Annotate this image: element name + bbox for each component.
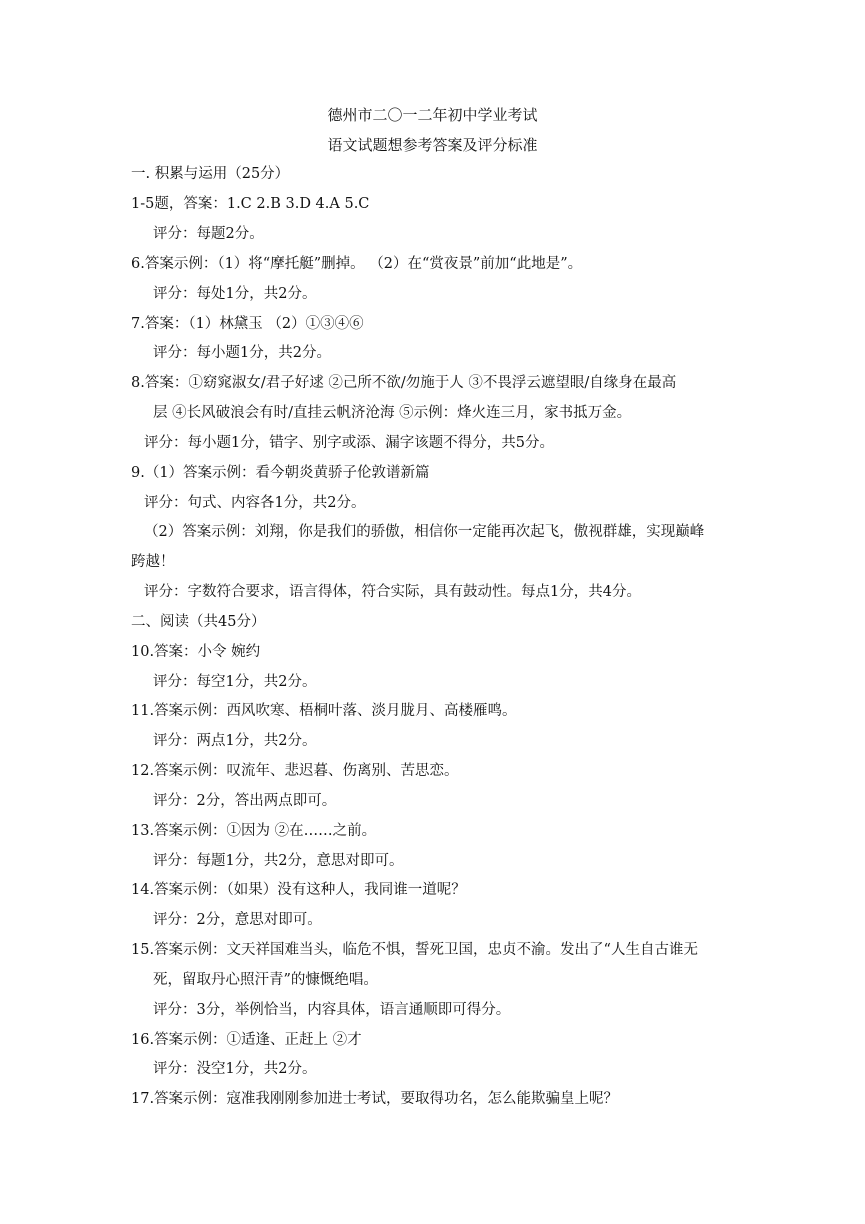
score-line: 评分：每小题1分，错字、别字或添、漏字该题不得分，共5分。 bbox=[144, 435, 554, 451]
score-line: 评分：每处1分，共2分。 bbox=[153, 286, 317, 302]
answer-line: 8.答案：①窈窕淑女/君子好逑 ②己所不欲/勿施于人 ③不畏浮云遮望眼/自缘身在最高 bbox=[131, 375, 677, 391]
score-line: 评分：2分，答出两点即可。 bbox=[153, 793, 337, 809]
score-line: 评分：3分，举例恰当，内容具体，语言通顺即可得分。 bbox=[153, 1002, 511, 1018]
document-title: 德州市二〇一二年初中学业考试 bbox=[327, 106, 538, 124]
score-line: 评分：每空1分，共2分。 bbox=[153, 674, 317, 690]
answer-line: 16.答案示例：①适逢、正赶上 ②才 bbox=[131, 1032, 362, 1048]
answer-line-continued: 跨越！ bbox=[131, 554, 175, 570]
section-heading: 二、阅读（共45分） bbox=[131, 614, 266, 630]
score-line: 评分：每小题1分，共2分。 bbox=[153, 345, 331, 361]
answer-line: 14.答案示例：（如果）没有这种人，我同谁一道呢？ bbox=[131, 882, 466, 898]
score-line: 评分：每题1分，共2分，意思对即可。 bbox=[153, 853, 404, 869]
answer-line: 10.答案：小令 婉约 bbox=[131, 644, 261, 660]
section-heading: 一. 积累与运用（25分） bbox=[131, 166, 290, 182]
score-line: 评分：两点1分，共2分。 bbox=[153, 733, 317, 749]
answer-line: 17.答案示例：寇准我刚刚参加进士考试，要取得功名，怎么能欺骗皇上呢？ bbox=[131, 1091, 619, 1107]
answer-line: 12.答案示例：叹流年、悲迟暮、伤离别、苦思恋。 bbox=[131, 763, 459, 779]
document-subtitle: 语文试题想参考答案及评分标准 bbox=[327, 136, 538, 154]
score-line: 评分：没空1分，共2分。 bbox=[153, 1061, 317, 1077]
answer-line: （2）答案示例：刘翔，你是我们的骄傲，相信你一定能再次起飞，傲视群雄，实现巅峰 bbox=[144, 524, 705, 540]
answer-line: 9.（1）答案示例：看今朝炎黄骄子伦敦谱新篇 bbox=[131, 465, 430, 481]
answer-line: 15.答案示例：文天祥国难当头，临危不惧，誓死卫国，忠贞不渝。发出了“人生自古谁无 bbox=[131, 942, 698, 958]
answer-line-continued: 死，留取丹心照汗青”的慷慨绝唱。 bbox=[153, 972, 378, 988]
answer-line: 11.答案示例：西风吹寒、梧桐叶落、淡月胧月、高楼雁鸣。 bbox=[131, 703, 517, 719]
answer-line: 6.答案示例：（1）将“摩托艇”删掉。 （2）在“赏夜景”前加“此地是”。 bbox=[131, 256, 583, 272]
score-line: 评分：字数符合要求，语言得体，符合实际，具有鼓动性。每点1分，共4分。 bbox=[144, 584, 641, 600]
answer-line: 7.答案：（1）林黛玉 （2）①③④⑥ bbox=[131, 316, 364, 332]
score-line: 评分：句式、内容各1分，共2分。 bbox=[144, 495, 366, 511]
score-line: 评分：2分，意思对即可。 bbox=[153, 912, 322, 928]
score-line: 评分：每题2分。 bbox=[153, 226, 264, 242]
answer-line-continued: 层 ④长风破浪会有时/直挂云帆济沧海 ⑤示例：烽火连三月，家书抵万金。 bbox=[153, 405, 632, 421]
answer-line: 1-5题，答案：1.C 2.B 3.D 4.A 5.C bbox=[131, 196, 370, 212]
answer-line: 13.答案示例：①因为 ②在……之前。 bbox=[131, 823, 377, 839]
